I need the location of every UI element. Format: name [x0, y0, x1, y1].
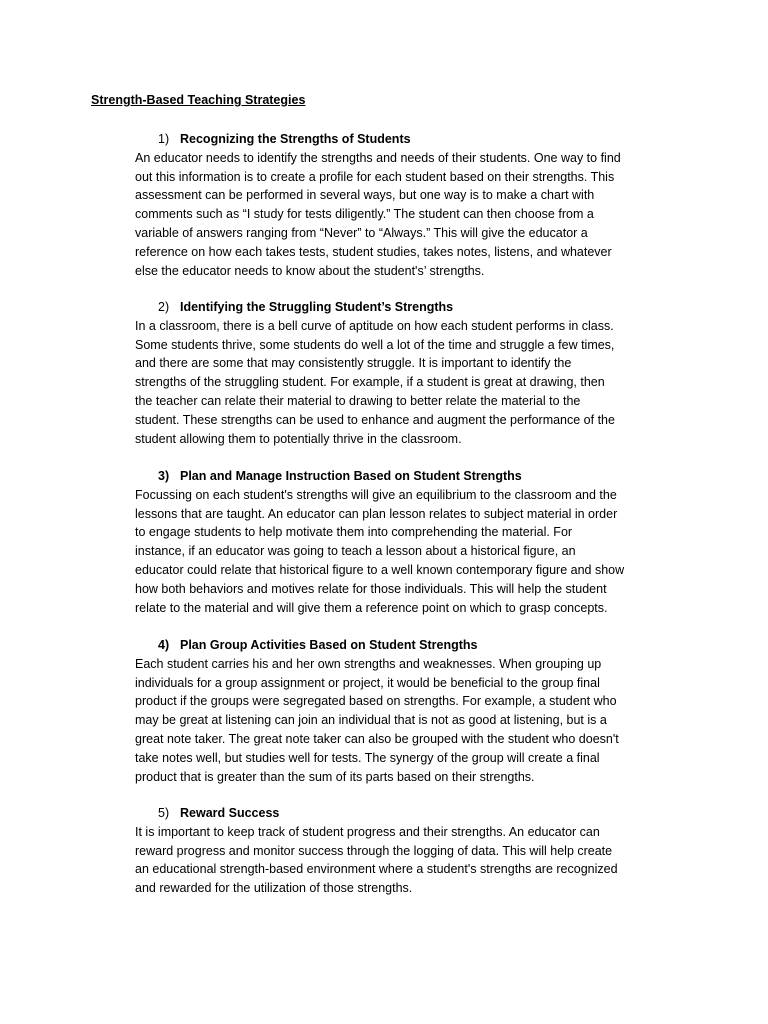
- section-reward-success: [135, 804, 680, 898]
- section-paragraph: An educator needs to identify the strengths and needs of their students. One way to find out this information is to create a profile for each student based on their strengths. This assessment can be performed in several ways, but one way is to make a chart with comments such as “I study for tests diligently.” The student can then choose from a variable of answers ranging from “Never” to “Always.” This will give the educator a reference on how each takes tests, student studies, takes notes, listens, and whatever else the educator needs to know about the student's’ strengths.: [135, 150, 621, 278]
- section-title: Plan Group Activities Based on Student Strengths: [180, 638, 478, 652]
- section-number: 4): [158, 638, 170, 652]
- section-heading: [135, 467, 680, 486]
- section-number: 1): [158, 132, 170, 146]
- section-number: 2): [158, 300, 170, 314]
- section-title: Reward Success: [180, 806, 280, 820]
- section-paragraph: It is important to keep track of student progress and their strengths. An educator can reward progress and monitor success through the logging of data. This will help create an educational strength-based environment where a student's strengths are recognized and rewarded for the utilization of those strengths.: [135, 824, 618, 896]
- section-paragraph: Focussing on each student's strengths will give an equilibrium to the classroom and the lessons that are taught. An educator can plan lesson relates to subject material in order to engage students to help motivate them into comprehending the material. For instance, if an educator was going to teach a lesson about a historical figure, an educator could relate that historical figure to a well known contemporary figure and show how both behaviors and motives relate for those individuals. This will help the student relate to the material and will give them a reference point on which to grasp concepts.: [135, 487, 625, 615]
- section-number: 3): [158, 469, 170, 483]
- section-paragraph: Each student carries his and her own strengths and weaknesses. When grouping up individuals for a group assignment or project, it would be beneficial to the group final product if the groups were segregated based on strengths. For example, a student who may be great at listening can join an individual that is not as good at listening, but is a great note taker. The great note taker can also be grouped with the student who doesn't take notes well, but studies well for tests. The synergy of the group will create a final product that is greater than the sum of its parts based on their strengths.: [135, 656, 619, 784]
- section-struggling-student: [135, 298, 680, 448]
- section-title: Recognizing the Strengths of Students: [180, 132, 411, 146]
- document-title: Strength-Based Teaching Strategies: [91, 93, 306, 107]
- section-paragraph: In a classroom, there is a bell curve of aptitude on how each student performs in class. Some students thrive, some students do well a lot of the time and struggle a few times, and there are some that may consistently struggle. It is important to identify the strengths of the struggling student. For example, if a student is great at drawing, then the teacher can relate their material to drawing to better relate the material to the student. These strengths can be used to enhance and augment the performance of the student allowing them to potentially thrive in the classroom.: [135, 318, 615, 446]
- section-group-activities: [135, 636, 680, 786]
- section-heading: [135, 130, 680, 149]
- section-heading: [135, 636, 680, 655]
- section-heading: [135, 298, 680, 317]
- section-heading: [135, 804, 680, 823]
- section-plan-instruction: [135, 467, 680, 617]
- section-recognizing-strengths: [135, 130, 680, 280]
- section-title: Identifying the Struggling Student’s Strengths: [180, 300, 454, 314]
- section-number: 5): [158, 806, 170, 820]
- section-title: Plan and Manage Instruction Based on Student Strengths: [180, 469, 522, 483]
